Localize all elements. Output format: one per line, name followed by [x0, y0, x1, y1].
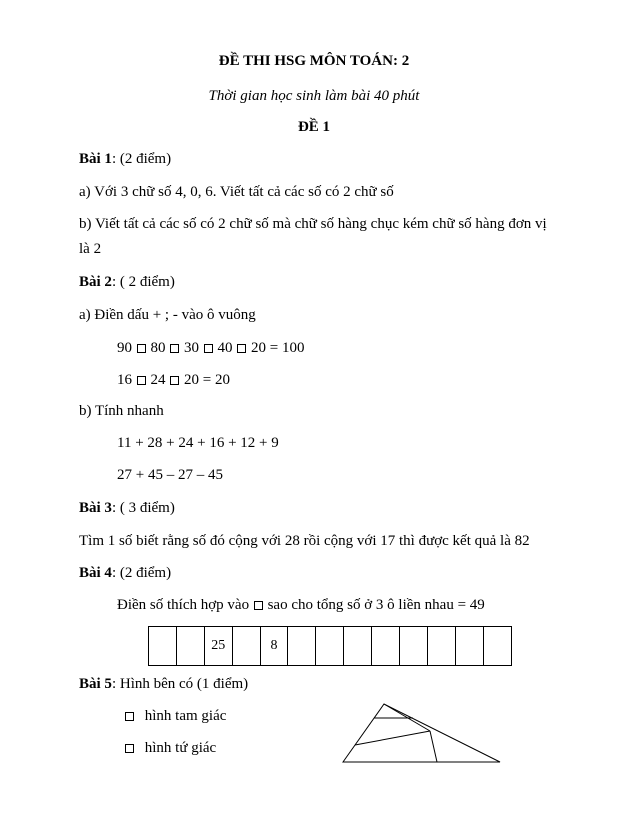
grid-cell[interactable]	[372, 627, 400, 666]
grid-cell[interactable]	[149, 627, 177, 666]
checkbox-square-icon[interactable]	[125, 744, 134, 753]
bai2-heading	[79, 273, 175, 291]
bai5-option-1	[124, 707, 226, 725]
bai2-part-b: b) Tính nhanh	[79, 403, 164, 419]
grid-cell[interactable]: 25	[204, 627, 232, 666]
grid-cell[interactable]	[427, 627, 455, 666]
eq2-term: 24	[150, 372, 166, 388]
bai1-part-b-line1: b) Viết tất cả các số có 2 chữ số mà chữ số hàng chục kém chữ số hàng đơn vị	[79, 216, 547, 232]
grid-cell[interactable]	[483, 627, 511, 666]
bai3-heading	[79, 499, 175, 517]
bai2-equation-2	[117, 371, 230, 389]
bai3-label: Bài 3	[79, 500, 112, 516]
blank-square-icon[interactable]	[237, 344, 246, 353]
bai1-label: Bài 1	[79, 151, 112, 167]
eq1-term: 80	[150, 340, 166, 356]
grid-cell[interactable]	[344, 627, 372, 666]
exam-title: ĐỀ THI HSG MÔN TOÁN: 2	[218, 53, 410, 69]
bai2-calc-1: 11 + 28 + 24 + 16 + 12 + 9	[117, 435, 279, 451]
bai3-text: Tìm 1 số biết rằng số đó cộng với 28 rồi cộng với 17 thì được kết quả là 82	[79, 533, 530, 549]
bai4-points: : (2 điểm)	[111, 565, 172, 581]
blank-square-icon[interactable]	[137, 344, 146, 353]
eq1-term: 20 = 100	[251, 340, 305, 356]
bai3-points: : ( 3 điểm)	[111, 500, 175, 516]
blank-square-icon[interactable]	[137, 376, 146, 385]
bai2-equation-1	[117, 339, 304, 357]
bai1-part-b-line2: là 2	[79, 241, 102, 257]
bai5-option-2	[124, 739, 216, 757]
bai1-heading	[79, 150, 171, 168]
grid-cell[interactable]	[176, 627, 204, 666]
bai4-instruction	[117, 596, 485, 614]
bai2-calc-2: 27 + 45 – 27 – 45	[117, 467, 223, 483]
eq1-term: 40	[217, 340, 233, 356]
bai2-points: : ( 2 điểm)	[111, 274, 175, 290]
checkbox-square-icon[interactable]	[125, 712, 134, 721]
exam-label: ĐỀ 1	[297, 119, 331, 135]
blank-square-icon[interactable]	[204, 344, 213, 353]
grid-cell[interactable]	[316, 627, 344, 666]
bai5-label: Bài 5	[79, 676, 112, 692]
blank-square-icon[interactable]	[170, 344, 179, 353]
bai4-label: Bài 4	[79, 565, 112, 581]
eq1-term: 90	[117, 340, 132, 356]
bai4-text-before: Điền số thích hợp vào	[117, 597, 250, 613]
bai5-points: : Hình bên có (1 điểm)	[111, 676, 249, 692]
grid-row	[149, 627, 512, 666]
exam-subtitle: Thời gian học sinh làm bài 40 phút	[208, 88, 420, 104]
figure-segment	[355, 731, 430, 745]
grid-cell[interactable]	[288, 627, 316, 666]
bai5-option-1-label: hình tam giác	[144, 708, 227, 724]
grid-cell[interactable]	[232, 627, 260, 666]
bai5-option-2-label: hình tứ giác	[144, 740, 217, 756]
bai2-part-a: a) Điền dấu + ; - vào ô vuông	[79, 307, 256, 323]
bai4-text-after: sao cho tổng số ở 3 ô liền nhau = 49	[267, 597, 485, 613]
eq1-term: 30	[184, 340, 199, 356]
bai2-label: Bài 2	[79, 274, 112, 290]
grid-cell[interactable]	[455, 627, 483, 666]
grid-cell[interactable]: 8	[260, 627, 288, 666]
eq2-term: 20 = 20	[184, 372, 230, 388]
blank-square-icon	[254, 601, 263, 610]
eq2-term: 16	[117, 372, 132, 388]
bai4-heading	[79, 564, 171, 582]
bai5-heading	[79, 675, 248, 693]
figure-segment	[430, 731, 437, 762]
bai1-points: : (2 điểm)	[111, 151, 172, 167]
triangle-figure	[340, 700, 510, 772]
number-grid	[148, 626, 512, 666]
bai1-part-a: a) Với 3 chữ số 4, 0, 6. Viết tất cả các số có 2 chữ số	[79, 184, 394, 200]
blank-square-icon[interactable]	[170, 376, 179, 385]
grid-cell[interactable]	[400, 627, 428, 666]
